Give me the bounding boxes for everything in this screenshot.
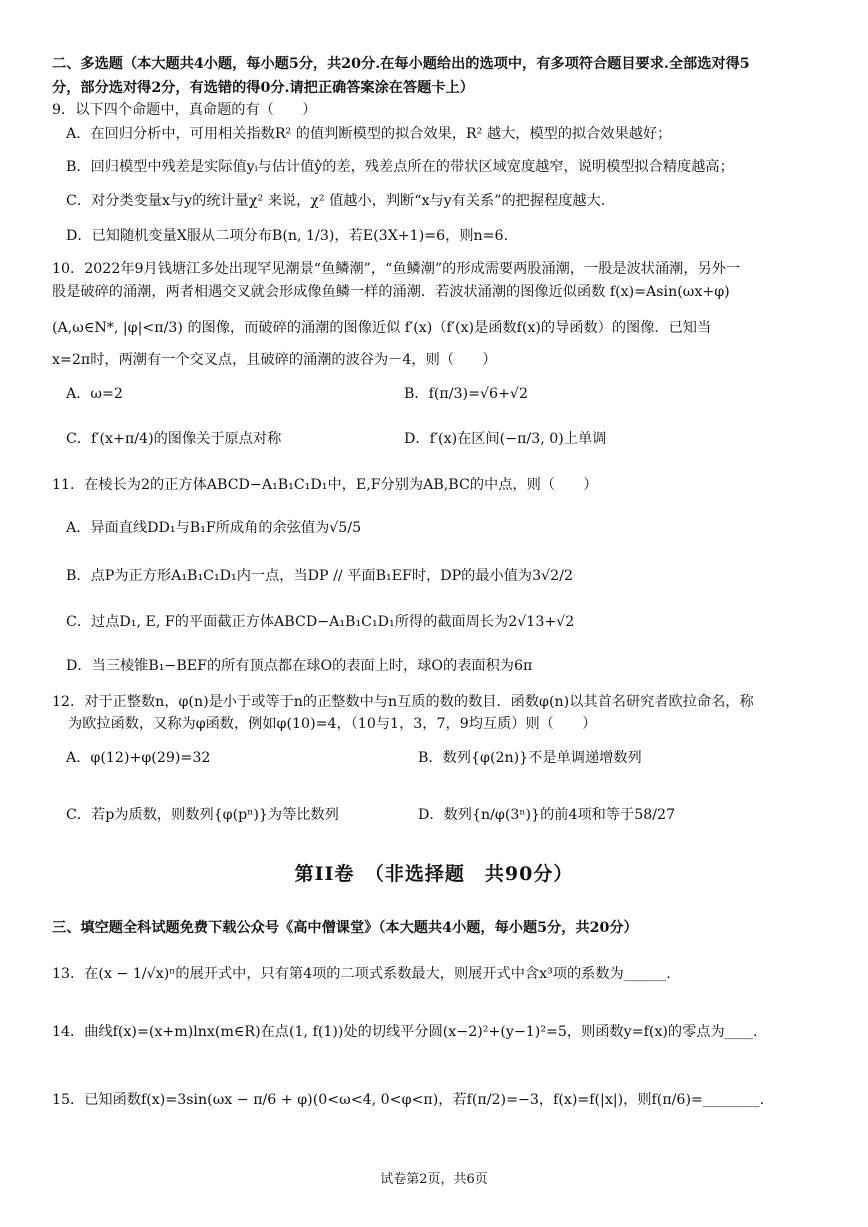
q10-line3: (A,ω∈N*, |φ|<π/3) 的图像，而破碎的涌潮的图像近似 f′(x)（f′(x)是函数f(x)的导函数）的图像．已知当 <box>52 320 712 336</box>
q9-option-b: B．回归模型中残差是实际值yᵢ与估计值ŷ的差，残差点所在的带状区域宽度越窄，说明模型拟合精度越高； <box>66 159 734 175</box>
q10-line2: 股是破碎的涌潮，两者相遇交叉就会形成像鱼鳞一样的涌潮．若波状涌潮的图像近似函数 f(x)=Asin(ωx+φ) <box>52 284 730 300</box>
q12-line1: 12．对于正整数n，φ(n)是小于或等于n的正整数中与n互质的数的数目．函数φ(n)以其首名研究者欧拉命名，称 <box>52 694 754 710</box>
q12-option-c: C．若p为质数，则数列{φ(pⁿ)}为等比数列 <box>66 807 339 823</box>
q11-option-c: C．过点D₁, E, F的平面截正方体ABCD−A₁B₁C₁D₁所得的截面周长为2√13+√2 <box>66 614 575 630</box>
q10-option-b: B．f(π/3)=√6+√2 <box>404 386 528 402</box>
q9-option-c: C．对分类变量x与y的统计量χ² 来说，χ² 值越小，判断“x与y有关系”的把握程度越大. <box>66 193 606 209</box>
q13: 13．在(x − 1/√x)ⁿ的展开式中，只有第4项的二项式系数最大，则展开式中含x³项的系数为______. <box>52 966 671 982</box>
q11-option-a: A．异面直线DD₁与B₁F所成角的余弦值为√5/5 <box>66 520 362 536</box>
part2-title: 第II卷 （非选择题 共90分） <box>294 863 574 885</box>
q10-line1: 10．2022年9月钱塘江多处出现罕见潮景“鱼鳞潮”，“鱼鳞潮”的形成需要两股涌潮，一股是波状涌潮，另外一 <box>52 261 741 277</box>
q10-line4: x=2π时，两潮有一个交叉点，且破碎的涌潮的波谷为－4，则（ ） <box>52 352 497 368</box>
q12-option-a: A．φ(12)+φ(29)=32 <box>66 750 211 766</box>
q9-option-a: A．在回归分析中，可用相关指数R² 的值判断模型的拟合效果，R² 越大，模型的拟合效果越好； <box>66 126 672 142</box>
q9-stem: 9．以下四个命题中，真命题的有（ ） <box>52 102 317 118</box>
q11-option-d: D．当三棱锥B₁−BEF的所有顶点都在球O的表面上时，球O的表面积为6π <box>66 658 533 674</box>
q10-option-c: C．f′(x+π/4)的图像关于原点对称 <box>66 431 282 447</box>
q9-option-d: D．已知随机变量X服从二项分布B(n, 1/3)，若E(3X+1)=6，则n=6. <box>66 228 509 244</box>
q11-option-b: B．点P为正方形A₁B₁C₁D₁内一点，当DP // 平面B₁EF时，DP的最小值为3√2/2 <box>66 568 574 584</box>
section2-header-line1: 二、多选题（本大题共4小题，每小题5分，共20分.在每小题给出的选项中，有多项符合题目要求.全部选对得5 <box>52 56 750 72</box>
q11-stem: 11．在棱长为2的正方体ABCD−A₁B₁C₁D₁中，E,F分别为AB,BC的中点，则（ ） <box>52 477 598 493</box>
q14: 14．曲线f(x)=(x+m)lnx(m∈R)在点(1, f(1))处的切线平分圆(x−2)²+(y−1)²=5，则函数y=f(x)的零点为____. <box>52 1024 758 1040</box>
q10-option-d: D．f′(x)在区间(−π/3, 0)上单调 <box>404 431 607 447</box>
q12-option-d: D．数列{n/φ(3ⁿ)}的前4项和等于58/27 <box>418 807 676 823</box>
page-footer: 试卷第2页，共6页 <box>380 1172 488 1187</box>
q10-option-a: A．ω=2 <box>66 386 123 402</box>
section3-header: 三、填空题全科试题免费下载公众号《高中僧课堂》（本大题共4小题，每小题5分，共20分） <box>52 920 638 936</box>
q12-option-b: B．数列{φ(2n)}不是单调递增数列 <box>418 750 642 766</box>
section2-header-line2: 分，部分选对得2分，有选错的得0分.请把正确答案涂在答题卡上） <box>52 80 474 96</box>
q15: 15．已知函数f(x)=3sin(ωx − π/6 + φ)(0<ω<4, 0<φ<π)，若f(π/2)=−3，f(x)=f(|x|)，则f(π/6)=________. <box>52 1092 765 1108</box>
q12-line2: 为欧拉函数，又称为φ函数，例如φ(10)=4，（10与1，3，7，9均互质）则（ ） <box>68 716 597 732</box>
